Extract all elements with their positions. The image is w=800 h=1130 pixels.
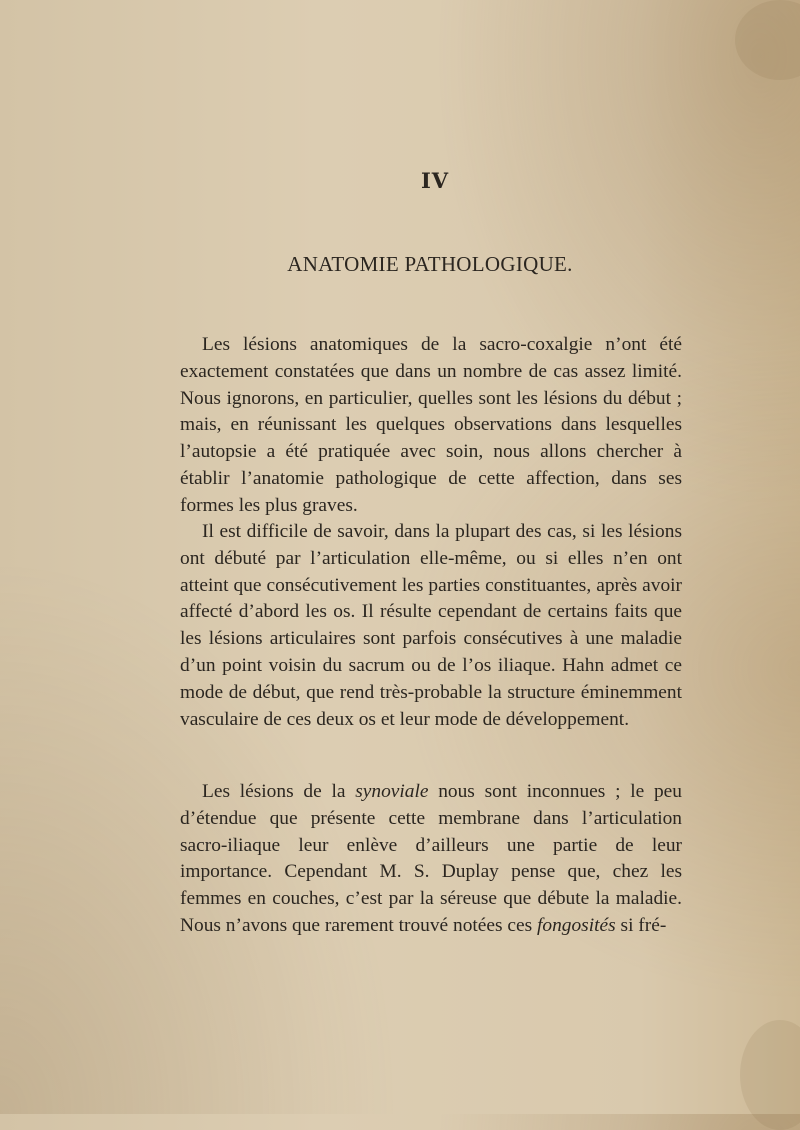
bleed-through-text — [210, 70, 770, 250]
paragraph-1: Les lésions anatomiques de la sacro-coxalgie n’ont été exactement constatées que dans un nombre de cas assez limité. Nous ignorons, en particulier, quelles sont les lésions du début ; mais, en réunissant les quelques observations dans lesquelles l’autopsie a été pratiquée avec soin, nous allons chercher à établir l’anatomie pathologique de cette affection, dans ses formes les plus graves. — [180, 334, 682, 516]
paragraph-3-text-1: Les lésions de la — [202, 781, 346, 802]
paragraph-2: Il est difficile de savoir, dans la plupart des cas, si les lésions ont débuté par l’articulation elle-même, ou si elles n’en ont atteint que consécutivement les parties constituantes, après avoir affecté d’abord les os. Il résulte cependant de certains faits que les lésions articulaires sont parfois consécutives à une maladie d’un point voisin du sacrum ou de l’os iliaque. Hahn admet ce mode de début, que rend très-probable la structure éminemment vasculaire de ces deux os et leur mode de développement. — [180, 521, 682, 730]
italic-synoviale: synoviale — [355, 781, 429, 802]
paragraph-3-text-3: si fré- — [620, 914, 667, 936]
paragraph-3-text-2: nous sont inconnues ; le peu d’étendue que présente cette membrane dans l’articulation sacro-iliaque leur enlève d’ailleurs une partie de leur importance. Cependant M. S. Duplay pense que, chez les femmes en couches, c’est par la séreuse que débute la maladie. Nous n’avons que rarement trouvé notées ces — [180, 781, 682, 936]
chapter-number: IV — [420, 168, 450, 193]
paper-stain — [735, 0, 800, 80]
chapter-title: ANATOMIE PATHOLOGIQUE. — [287, 252, 573, 276]
italic-fongosites: fongosités — [537, 914, 616, 936]
paragraph-3 — [180, 779, 682, 940]
